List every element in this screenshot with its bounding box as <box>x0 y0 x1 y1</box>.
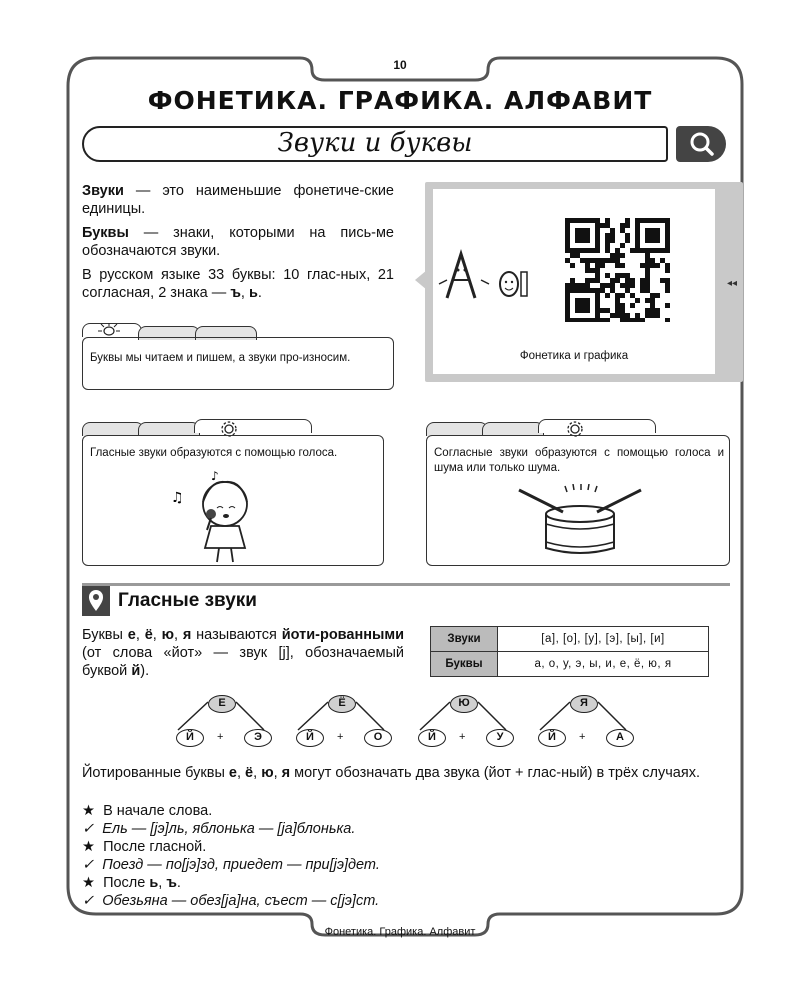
section-divider <box>82 583 730 586</box>
vowels-text: Гласные звуки образуются с помощью голоса. <box>90 447 338 459</box>
list-item: ★ После ь, ъ. <box>82 875 181 891</box>
section-subtitle: Звуки и буквы <box>277 128 473 158</box>
diagram-plus: + <box>579 731 586 743</box>
lightbulb-icon <box>92 322 126 338</box>
search-button[interactable] <box>676 126 726 162</box>
table-header-cell: Буквы <box>431 652 498 677</box>
consonants-tab-2 <box>482 422 544 436</box>
page-number: 10 <box>393 58 407 72</box>
diagram-yo-right: О <box>364 729 392 747</box>
note-text: Буквы мы читаем и пишем, а звуки про-износим. <box>90 352 351 364</box>
vowels-tab-1 <box>82 422 144 436</box>
list-item: ✓ Поезд — по[jэ]зд, приедет — при[jэ]дет. <box>82 857 380 873</box>
page-title: ФОНЕТИКА. ГРАФИКА. АЛФАВИТ <box>147 86 653 115</box>
diagram-ya-left: Й <box>538 729 566 747</box>
section-marker <box>82 586 110 616</box>
qr-code-icon <box>563 218 677 322</box>
location-pin-icon <box>82 586 110 616</box>
svg-text:♪: ♪ <box>211 469 219 483</box>
search-icon <box>676 126 726 162</box>
letter-a-mascot-icon <box>433 240 533 310</box>
sounds-letters-table <box>430 626 709 677</box>
list-item: ✓ Обезьяна — обез[jа]на, съест — с[jэ]ст. <box>82 893 380 909</box>
diagram-ya-top: Я <box>570 695 598 713</box>
singing-girl-illustration <box>165 468 275 564</box>
diagram-yu-left: Й <box>418 729 446 747</box>
panel-pointer <box>415 270 427 290</box>
diagram-plus: + <box>337 731 344 743</box>
two-sounds-paragraph: Йотированные буквы е, ё, ю, я могут обозначать два звука (йот + глас-ный) в трёх случаях. <box>82 765 700 781</box>
list-item: ★ После гласной. <box>82 839 207 855</box>
alphabet-count: В русском языке 33 буквы: 10 глас-ных, 21 согласная, 2 знака — ъ, ь. <box>82 267 394 301</box>
page-footer: Фонетика. Графика. Алфавит <box>324 926 476 938</box>
table-cell: [а], [о], [у], [э], [ы], [и] <box>498 627 709 652</box>
consonants-text: Согласные звуки образуются с помощью голоса и шума или только шума. <box>434 447 724 474</box>
table-row <box>431 627 709 652</box>
table-cell: а, о, у, э, ы, и, е, ё, ю, я <box>498 652 709 677</box>
qr-caption: Фонетика и графика <box>519 350 629 362</box>
list-item: ★ В начале слова. <box>82 803 213 819</box>
diagram-plus: + <box>217 731 224 743</box>
diagram-plus: + <box>459 731 466 743</box>
diagram-e-top: Е <box>208 695 236 713</box>
diagram-e-right: Э <box>244 729 272 747</box>
consonants-tab-3 <box>538 419 656 433</box>
diagram-yo-top: Ё <box>328 695 356 713</box>
svg-text:♫: ♫ <box>171 490 184 506</box>
definition-letters: Буквы — знаки, которыми на пись-ме обозначаются звуки. <box>82 225 394 259</box>
iotated-definition: Буквы е, ё, ю, я называются йоти-рованными (от слова «йот» — звук [j], обозначаемый буквой й). <box>82 627 405 679</box>
diagram-yo-left: Й <box>296 729 324 747</box>
vowels-tab-3 <box>194 419 312 433</box>
diagram-ya-right: А <box>606 729 634 747</box>
diagram-e-left: Й <box>176 729 204 747</box>
diagram-yu-top: Ю <box>450 695 478 713</box>
drum-illustration <box>515 484 645 562</box>
diagram-yu-right: У <box>486 729 514 747</box>
table-row <box>431 652 709 677</box>
definition-sounds: Звуки — это наименьшие фонетиче-ские единицы. <box>82 183 394 217</box>
list-item: ✓ Ель — [jэ]ль, яблонька — [jа]блонька. <box>82 821 356 837</box>
table-header-cell: Звуки <box>431 627 498 652</box>
consonants-tab-1 <box>426 422 488 436</box>
collapse-arrows-icon[interactable]: ◂◂ <box>727 278 738 289</box>
vowels-tab-2 <box>138 422 200 436</box>
section-title: Гласные звуки <box>118 590 257 611</box>
